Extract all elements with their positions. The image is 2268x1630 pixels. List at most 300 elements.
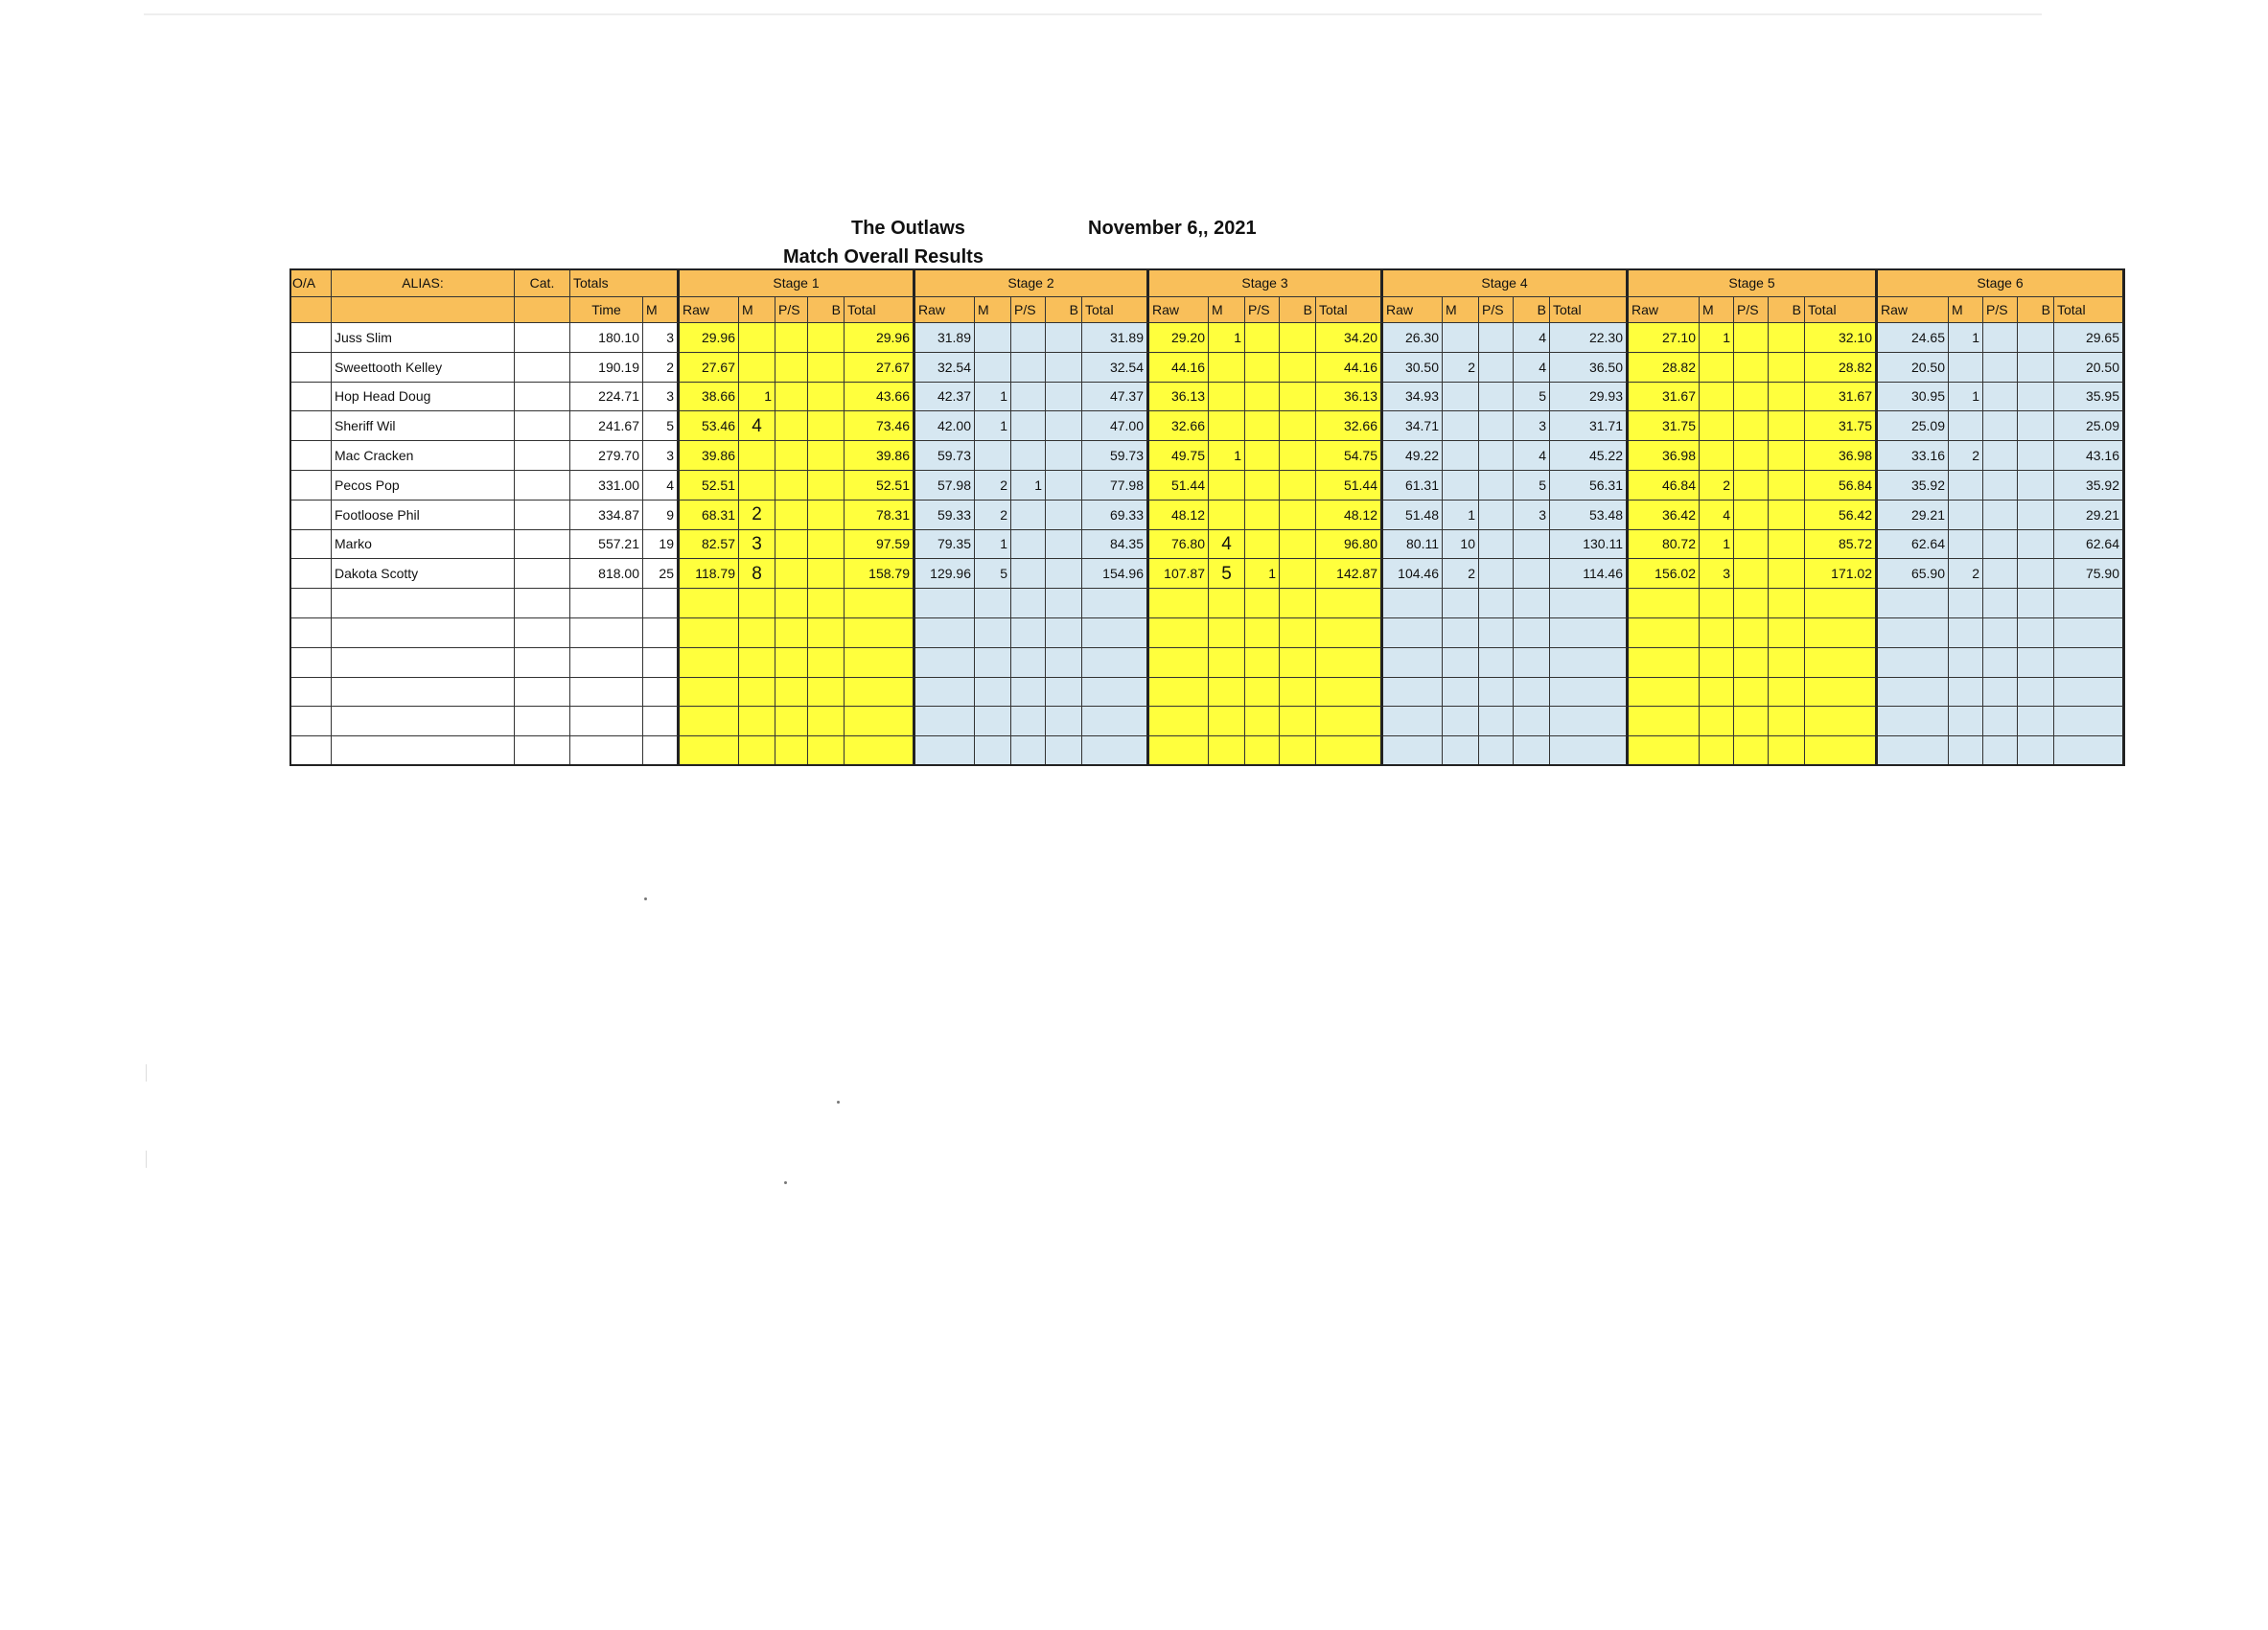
cell-stage6-total: 35.92 [2054, 471, 2125, 501]
cell-stage6-raw: 24.65 [1878, 323, 1949, 353]
cell-stage6-b [2018, 411, 2054, 441]
cell-time [570, 736, 643, 766]
cell-stage2-m [975, 323, 1011, 353]
cell-stage2-total: 154.96 [1082, 559, 1149, 589]
cell-alias [332, 678, 515, 708]
cell-stage5-total [1805, 707, 1878, 736]
cell-stage6-raw [1878, 736, 1949, 766]
cell-time: 224.71 [570, 383, 643, 412]
cell-stage4-raw: 34.93 [1383, 383, 1443, 412]
cell-stage1-m: 8 [739, 559, 775, 589]
cell-oa [289, 383, 332, 412]
cell-stage2-m: 1 [975, 530, 1011, 560]
cell-stage2-m [975, 736, 1011, 766]
cell-stage1-b [808, 618, 845, 648]
cell-alias [332, 707, 515, 736]
cell-stage1-ps [775, 471, 808, 501]
cell-stage4-m [1443, 707, 1479, 736]
cell-stage1-m [739, 736, 775, 766]
cell-stage4-total: 56.31 [1550, 471, 1629, 501]
cell-stage3-total: 142.87 [1316, 559, 1383, 589]
subheader-stage6-total: Total [2054, 297, 2125, 323]
header-stage-4: Stage 4 [1383, 268, 1629, 297]
cell-stage6-total: 29.21 [2054, 501, 2125, 530]
cell-stage1-b [808, 471, 845, 501]
cell-stage6-b [2018, 501, 2054, 530]
cell-stage1-total [845, 618, 915, 648]
cell-cat [515, 736, 570, 766]
cell-stage4-total [1550, 618, 1629, 648]
subheader-stage2-ps: P/S [1011, 297, 1046, 323]
cell-stage4-raw: 61.31 [1383, 471, 1443, 501]
subheader-stage2-total: Total [1082, 297, 1149, 323]
cell-stage4-m [1443, 589, 1479, 618]
cell-stage3-total [1316, 707, 1383, 736]
cell-stage1-ps [775, 530, 808, 560]
cell-stage5-total: 85.72 [1805, 530, 1878, 560]
cell-stage1-total: 97.59 [845, 530, 915, 560]
cell-stage1-raw: 68.31 [680, 501, 739, 530]
cell-stage2-raw: 42.37 [915, 383, 975, 412]
cell-stage1-m [739, 589, 775, 618]
cell-stage6-total: 29.65 [2054, 323, 2125, 353]
cell-stage5-raw [1629, 589, 1700, 618]
cell-time [570, 678, 643, 708]
cell-stage1-ps [775, 353, 808, 383]
cell-stage2-ps [1011, 411, 1046, 441]
cell-stage6-m [1949, 471, 1983, 501]
cell-stage4-raw [1383, 648, 1443, 678]
cell-misses: 3 [643, 383, 680, 412]
cell-stage3-ps [1245, 707, 1280, 736]
cell-oa [289, 707, 332, 736]
cell-time: 557.21 [570, 530, 643, 560]
cell-stage5-b [1769, 589, 1805, 618]
cell-stage5-m: 2 [1700, 471, 1734, 501]
cell-stage5-b [1769, 707, 1805, 736]
cell-stage3-ps [1245, 471, 1280, 501]
cell-alias: Pecos Pop [332, 471, 515, 501]
cell-stage2-total [1082, 618, 1149, 648]
results-table [289, 268, 2119, 772]
cell-stage4-raw: 51.48 [1383, 501, 1443, 530]
cell-stage3-ps [1245, 323, 1280, 353]
club-name: The Outlaws [851, 218, 965, 239]
cell-stage3-m [1209, 589, 1245, 618]
cell-stage6-b [2018, 589, 2054, 618]
subheader-m: M [643, 297, 680, 323]
cell-stage3-m [1209, 707, 1245, 736]
cell-stage3-ps [1245, 618, 1280, 648]
cell-stage6-total [2054, 618, 2125, 648]
cell-stage6-total [2054, 648, 2125, 678]
cell-stage4-b: 3 [1514, 411, 1550, 441]
cell-stage4-b [1514, 648, 1550, 678]
cell-stage1-b [808, 501, 845, 530]
cell-stage3-b [1280, 678, 1316, 708]
cell-stage3-m: 1 [1209, 441, 1245, 471]
cell-stage4-ps [1479, 618, 1514, 648]
cell-stage6-ps [1983, 678, 2018, 708]
cell-stage3-total: 54.75 [1316, 441, 1383, 471]
cell-stage6-raw: 65.90 [1878, 559, 1949, 589]
cell-stage5-b [1769, 501, 1805, 530]
cell-stage3-total: 96.80 [1316, 530, 1383, 560]
cell-stage5-b [1769, 559, 1805, 589]
cell-stage3-m [1209, 471, 1245, 501]
cell-stage2-b [1046, 383, 1082, 412]
cell-stage6-ps [1983, 618, 2018, 648]
cell-stage3-b [1280, 648, 1316, 678]
cell-stage2-total [1082, 678, 1149, 708]
cell-misses: 9 [643, 501, 680, 530]
cell-stage1-raw [680, 648, 739, 678]
subheader-stage5-ps: P/S [1734, 297, 1769, 323]
cell-stage1-m [739, 618, 775, 648]
cell-cat [515, 589, 570, 618]
header-stage-1: Stage 1 [680, 268, 915, 297]
cell-stage4-ps [1479, 323, 1514, 353]
cell-stage3-raw [1149, 589, 1209, 618]
cell-stage5-raw: 28.82 [1629, 353, 1700, 383]
cell-alias [332, 648, 515, 678]
cell-stage5-ps [1734, 736, 1769, 766]
cell-stage2-ps [1011, 707, 1046, 736]
cell-stage1-b [808, 736, 845, 766]
subheader-stage2-m: M [975, 297, 1011, 323]
cell-time: 279.70 [570, 441, 643, 471]
cell-stage4-ps [1479, 353, 1514, 383]
subheader-stage1-raw: Raw [680, 297, 739, 323]
cell-stage6-raw: 35.92 [1878, 471, 1949, 501]
cell-stage2-raw [915, 648, 975, 678]
cell-stage1-raw [680, 589, 739, 618]
cell-stage4-raw: 104.46 [1383, 559, 1443, 589]
cell-stage2-ps [1011, 736, 1046, 766]
cell-stage2-b [1046, 707, 1082, 736]
cell-stage6-total [2054, 589, 2125, 618]
cell-stage6-b [2018, 530, 2054, 560]
cell-stage6-raw: 29.21 [1878, 501, 1949, 530]
cell-stage6-raw [1878, 618, 1949, 648]
cell-stage5-total: 31.67 [1805, 383, 1878, 412]
cell-stage4-b: 4 [1514, 441, 1550, 471]
cell-stage2-total [1082, 589, 1149, 618]
cell-stage3-raw: 49.75 [1149, 441, 1209, 471]
cell-stage3-ps [1245, 736, 1280, 766]
cell-stage6-b [2018, 678, 2054, 708]
cell-stage5-raw [1629, 736, 1700, 766]
cell-stage3-total [1316, 648, 1383, 678]
cell-stage3-m [1209, 736, 1245, 766]
cell-stage4-m [1443, 648, 1479, 678]
cell-stage3-total [1316, 736, 1383, 766]
cell-stage4-raw [1383, 678, 1443, 708]
cell-stage6-m [1949, 530, 1983, 560]
cell-stage6-ps [1983, 471, 2018, 501]
cell-stage2-m: 5 [975, 559, 1011, 589]
subheader-oa [289, 297, 332, 323]
cell-stage3-total [1316, 589, 1383, 618]
cell-stage6-m [1949, 648, 1983, 678]
cell-alias [332, 618, 515, 648]
subheader-stage5-b: B [1769, 297, 1805, 323]
cell-time: 190.19 [570, 353, 643, 383]
cell-stage6-b [2018, 441, 2054, 471]
cell-stage6-raw: 30.95 [1878, 383, 1949, 412]
cell-stage5-ps [1734, 559, 1769, 589]
cell-stage3-total: 34.20 [1316, 323, 1383, 353]
cell-misses: 4 [643, 471, 680, 501]
cell-stage2-b [1046, 323, 1082, 353]
cell-stage1-b [808, 530, 845, 560]
cell-stage2-ps [1011, 323, 1046, 353]
cell-stage5-ps [1734, 707, 1769, 736]
cell-stage4-total: 114.46 [1550, 559, 1629, 589]
cell-stage3-m [1209, 618, 1245, 648]
cell-stage3-b [1280, 736, 1316, 766]
cell-stage5-ps [1734, 530, 1769, 560]
scan-edge-line [144, 13, 2042, 15]
subheader-stage5-raw: Raw [1629, 297, 1700, 323]
cell-stage6-b [2018, 383, 2054, 412]
cell-stage2-ps [1011, 648, 1046, 678]
subheader-stage1-ps: P/S [775, 297, 808, 323]
cell-stage5-b [1769, 441, 1805, 471]
cell-stage6-ps [1983, 530, 2018, 560]
cell-stage2-m [975, 589, 1011, 618]
cell-stage5-m [1700, 707, 1734, 736]
cell-stage1-total [845, 589, 915, 618]
cell-stage1-b [808, 707, 845, 736]
cell-stage6-total: 75.90 [2054, 559, 2125, 589]
cell-stage1-m: 4 [739, 411, 775, 441]
cell-stage4-b: 4 [1514, 323, 1550, 353]
cell-misses [643, 707, 680, 736]
cell-stage1-total: 39.86 [845, 441, 915, 471]
cell-cat [515, 441, 570, 471]
cell-stage5-ps [1734, 353, 1769, 383]
cell-stage6-b [2018, 471, 2054, 501]
cell-stage6-m: 1 [1949, 383, 1983, 412]
cell-stage1-ps [775, 648, 808, 678]
cell-stage2-b [1046, 589, 1082, 618]
cell-stage1-ps [775, 323, 808, 353]
cell-stage4-m [1443, 618, 1479, 648]
cell-cat [515, 559, 570, 589]
cell-stage2-b [1046, 501, 1082, 530]
cell-stage2-total: 59.73 [1082, 441, 1149, 471]
cell-stage4-m: 2 [1443, 559, 1479, 589]
cell-stage1-ps [775, 501, 808, 530]
cell-stage6-total [2054, 707, 2125, 736]
cell-oa [289, 323, 332, 353]
cell-stage5-m [1700, 736, 1734, 766]
cell-stage1-total: 78.31 [845, 501, 915, 530]
cell-stage4-total: 29.93 [1550, 383, 1629, 412]
cell-stage4-b: 5 [1514, 383, 1550, 412]
cell-stage2-total [1082, 736, 1149, 766]
subheader-stage4-total: Total [1550, 297, 1629, 323]
cell-stage4-ps [1479, 383, 1514, 412]
cell-stage5-raw: 36.98 [1629, 441, 1700, 471]
cell-stage1-b [808, 411, 845, 441]
cell-cat [515, 678, 570, 708]
cell-stage6-total [2054, 736, 2125, 766]
cell-alias [332, 736, 515, 766]
cell-stage4-m [1443, 323, 1479, 353]
subheader-stage3-ps: P/S [1245, 297, 1280, 323]
cell-stage2-m [975, 353, 1011, 383]
cell-stage5-b [1769, 678, 1805, 708]
cell-stage2-b [1046, 411, 1082, 441]
cell-stage4-raw: 30.50 [1383, 353, 1443, 383]
cell-stage3-b [1280, 383, 1316, 412]
cell-oa [289, 471, 332, 501]
cell-stage4-ps [1479, 530, 1514, 560]
cell-stage5-total: 56.84 [1805, 471, 1878, 501]
cell-stage1-raw [680, 707, 739, 736]
cell-time [570, 648, 643, 678]
cell-stage1-total: 29.96 [845, 323, 915, 353]
cell-stage5-raw: 31.67 [1629, 383, 1700, 412]
cell-stage1-total [845, 678, 915, 708]
cell-stage3-raw [1149, 707, 1209, 736]
cell-stage1-raw [680, 736, 739, 766]
cell-stage6-ps [1983, 323, 2018, 353]
cell-stage5-m [1700, 411, 1734, 441]
cell-stage4-total: 22.30 [1550, 323, 1629, 353]
cell-stage5-ps [1734, 589, 1769, 618]
subheader-time: Time [570, 297, 643, 323]
cell-stage3-m [1209, 353, 1245, 383]
cell-stage1-ps [775, 411, 808, 441]
cell-misses [643, 648, 680, 678]
cell-stage5-m [1700, 678, 1734, 708]
cell-stage1-ps [775, 441, 808, 471]
cell-stage3-b [1280, 530, 1316, 560]
cell-stage3-total [1316, 678, 1383, 708]
cell-stage5-total [1805, 648, 1878, 678]
cell-stage5-raw [1629, 707, 1700, 736]
cell-stage1-b [808, 678, 845, 708]
cell-alias: Marko [332, 530, 515, 560]
cell-stage6-raw: 33.16 [1878, 441, 1949, 471]
cell-stage2-raw: 129.96 [915, 559, 975, 589]
cell-time: 241.67 [570, 411, 643, 441]
cell-stage3-total: 51.44 [1316, 471, 1383, 501]
cell-stage4-ps [1479, 678, 1514, 708]
cell-stage6-m [1949, 353, 1983, 383]
cell-stage1-b [808, 383, 845, 412]
cell-stage6-total: 43.16 [2054, 441, 2125, 471]
header-stage-2: Stage 2 [915, 268, 1149, 297]
cell-alias: Hop Head Doug [332, 383, 515, 412]
cell-stage5-total: 36.98 [1805, 441, 1878, 471]
cell-stage3-total: 44.16 [1316, 353, 1383, 383]
cell-oa [289, 559, 332, 589]
cell-stage1-raw: 38.66 [680, 383, 739, 412]
cell-stage3-ps [1245, 411, 1280, 441]
cell-stage2-b [1046, 559, 1082, 589]
cell-stage5-b [1769, 353, 1805, 383]
cell-stage6-ps [1983, 648, 2018, 678]
cell-stage6-raw: 25.09 [1878, 411, 1949, 441]
header-alias: ALIAS: [332, 268, 515, 297]
cell-stage4-b [1514, 589, 1550, 618]
cell-stage2-m: 2 [975, 501, 1011, 530]
cell-stage4-b [1514, 707, 1550, 736]
cell-time: 180.10 [570, 323, 643, 353]
cell-stage4-total [1550, 736, 1629, 766]
cell-stage2-m [975, 707, 1011, 736]
cell-stage2-b [1046, 353, 1082, 383]
cell-cat [515, 501, 570, 530]
cell-stage4-ps [1479, 559, 1514, 589]
cell-stage3-raw: 51.44 [1149, 471, 1209, 501]
cell-alias: Sheriff Wil [332, 411, 515, 441]
cell-stage5-b [1769, 411, 1805, 441]
cell-stage1-b [808, 648, 845, 678]
cell-stage5-m [1700, 383, 1734, 412]
cell-stage2-ps [1011, 618, 1046, 648]
cell-stage3-b [1280, 589, 1316, 618]
cell-stage5-raw: 27.10 [1629, 323, 1700, 353]
cell-stage1-m [739, 707, 775, 736]
cell-cat [515, 618, 570, 648]
cell-alias [332, 589, 515, 618]
cell-stage1-m [739, 648, 775, 678]
cell-stage4-m [1443, 736, 1479, 766]
cell-stage6-ps [1983, 736, 2018, 766]
cell-stage2-m [975, 441, 1011, 471]
cell-stage5-ps [1734, 441, 1769, 471]
cell-stage2-m [975, 648, 1011, 678]
cell-stage6-raw [1878, 589, 1949, 618]
cell-stage4-ps [1479, 736, 1514, 766]
cell-stage1-b [808, 559, 845, 589]
cell-stage2-m [975, 618, 1011, 648]
cell-stage4-m [1443, 383, 1479, 412]
cell-stage1-total: 52.51 [845, 471, 915, 501]
cell-stage5-total: 31.75 [1805, 411, 1878, 441]
cell-stage2-raw [915, 618, 975, 648]
cell-stage2-b [1046, 530, 1082, 560]
cell-stage4-b: 3 [1514, 501, 1550, 530]
cell-oa [289, 411, 332, 441]
cell-stage5-m [1700, 441, 1734, 471]
cell-stage5-total [1805, 736, 1878, 766]
cell-misses [643, 736, 680, 766]
cell-stage3-raw: 32.66 [1149, 411, 1209, 441]
cell-stage3-m [1209, 383, 1245, 412]
cell-oa [289, 736, 332, 766]
cell-stage1-m [739, 353, 775, 383]
cell-stage1-total: 27.67 [845, 353, 915, 383]
cell-stage4-b: 5 [1514, 471, 1550, 501]
cell-stage4-b [1514, 736, 1550, 766]
cell-stage4-b [1514, 559, 1550, 589]
cell-stage3-ps [1245, 648, 1280, 678]
cell-oa [289, 530, 332, 560]
cell-stage2-ps [1011, 559, 1046, 589]
cell-misses: 2 [643, 353, 680, 383]
cell-stage2-ps [1011, 441, 1046, 471]
cell-stage6-m [1949, 707, 1983, 736]
cell-stage4-b [1514, 530, 1550, 560]
cell-stage6-b [2018, 323, 2054, 353]
cell-stage3-m: 4 [1209, 530, 1245, 560]
